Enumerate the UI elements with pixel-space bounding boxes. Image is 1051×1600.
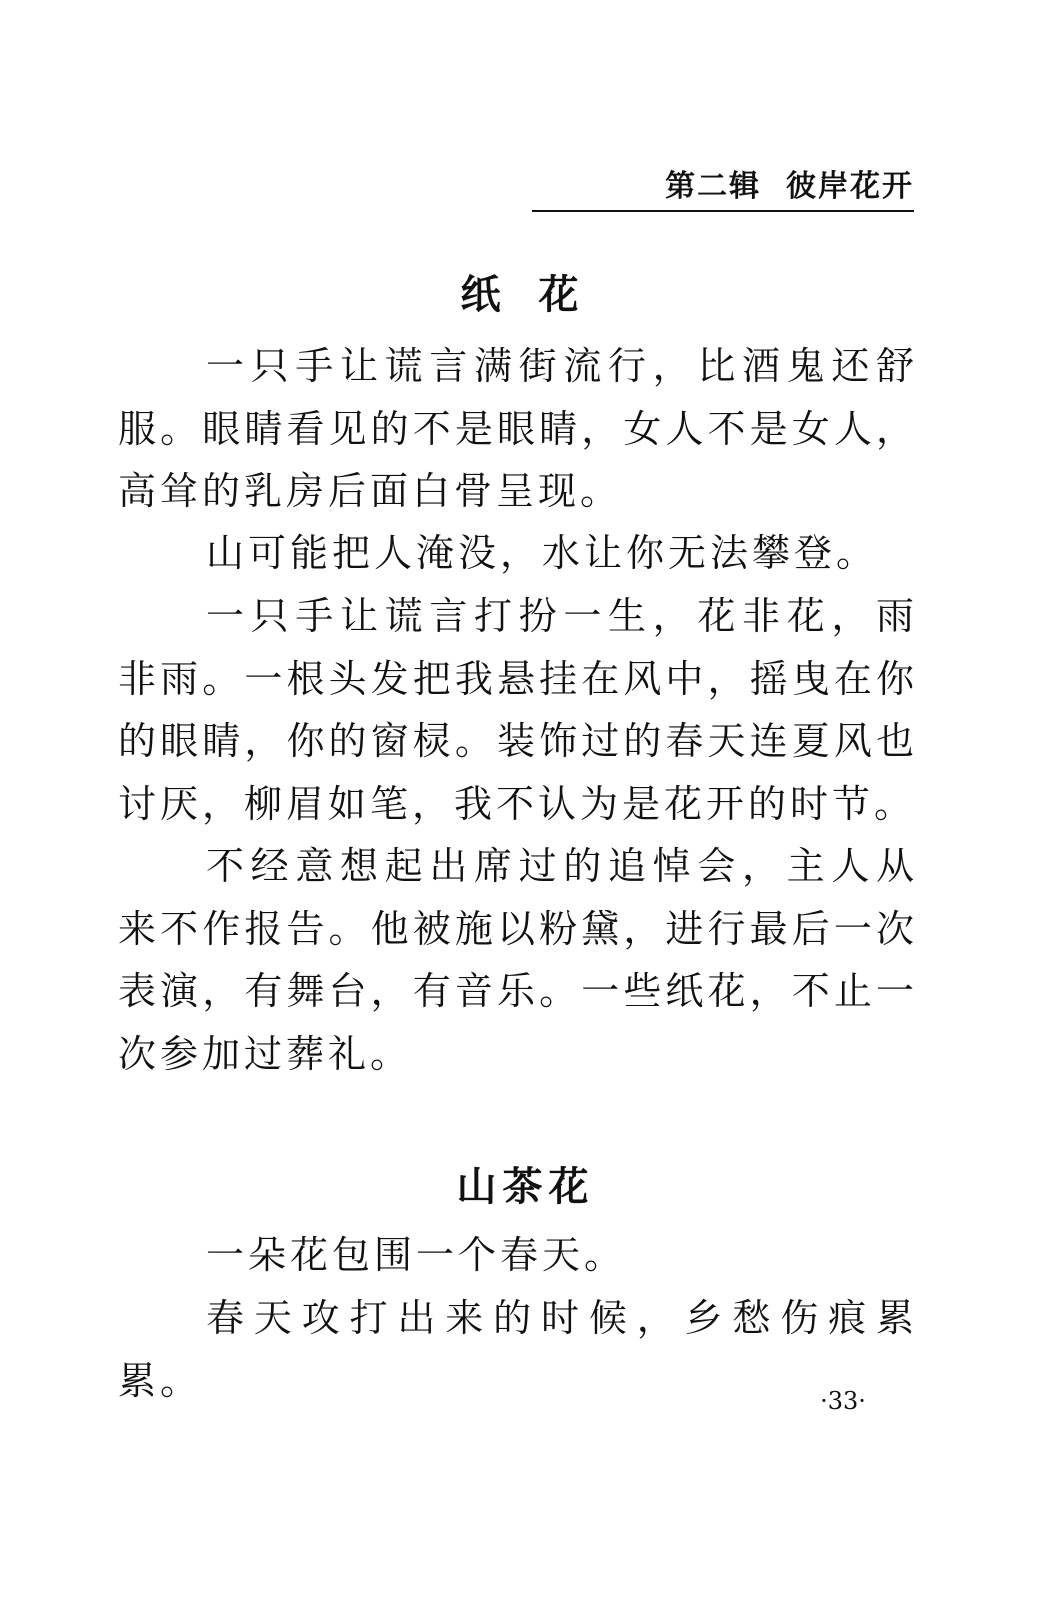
paragraph: 一只手让谎言满街流行，比酒鬼还舒服。眼睛看见的不是眼睛，女人不是女人，高耸的乳房后面白骨呈现。 [118,344,918,513]
paragraph: 一朵花包围一个春天。 [206,1233,627,1277]
running-header-text: 第二辑 彼岸花开 [665,169,914,204]
page-number: ·33· [820,1387,866,1415]
section-title-camellia: 山茶花 [456,1163,595,1210]
running-header [532,166,914,212]
paragraph: 春天攻打出来的时候，乡愁伤痕累累。 [118,1296,918,1403]
section-title-paper-flower: 纸 花 [460,271,591,318]
paragraph: 不经意想起出席过的追悼会，主人从来不作报告。他被施以粉黛，进行最后一次表演，有舞台，有音乐。一些纸花，不止一次参加过葬礼。 [118,844,918,1076]
paragraph: 山可能把人淹没，水让你无法攀登。 [206,531,879,575]
paragraph: 一只手让谎言打扮一生，花非花，雨非雨。一根头发把我悬挂在风中，摇曳在你的眼睛，你的窗棂。装饰过的春天连夏风也讨厌，柳眉如笔，我不认为是花开的时节。 [118,594,918,826]
